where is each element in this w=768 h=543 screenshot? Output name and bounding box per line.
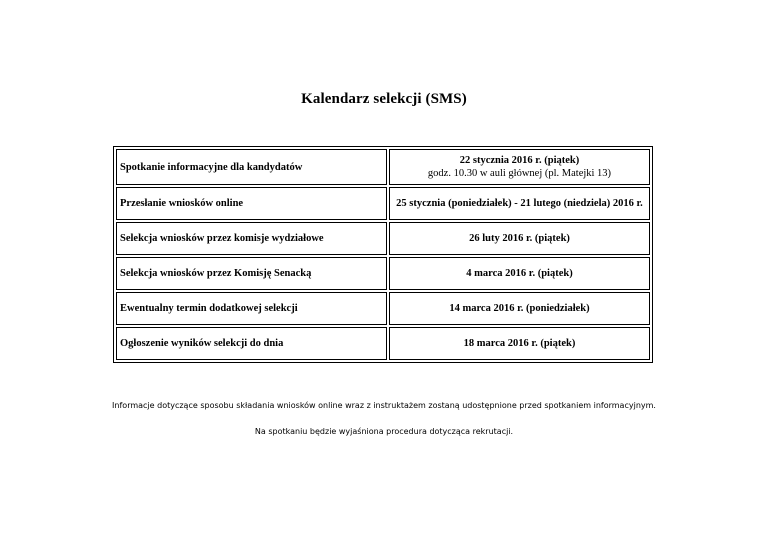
note-online-applications: Informacje dotyczące sposobu składania wniosków online wraz z instruktażem zostaną udostępnione przed spotkaniem informacyjnym. <box>112 401 656 410</box>
schedule-table <box>113 146 653 363</box>
row-label: Ewentualny termin dodatkowej selekcji <box>116 292 387 325</box>
row-value-detail: godz. 10.30 w auli głównej (pl. Matejki 13) <box>427 168 612 179</box>
page-title: Kalendarz selekcji (SMS) <box>301 91 467 107</box>
table-row <box>116 222 650 255</box>
table-row <box>116 149 650 185</box>
row-label: Spotkanie informacyjne dla kandydatów <box>116 149 387 185</box>
row-value: 14 marca 2016 r. (poniedziałek) <box>389 292 650 325</box>
note-meeting-procedure: Na spotkaniu będzie wyjaśniona procedura dotycząca rekrutacji. <box>254 427 514 436</box>
table-row <box>116 187 650 220</box>
table-row <box>116 327 650 360</box>
row-label: Selekcja wniosków przez Komisję Senacką <box>116 257 387 290</box>
row-label: Przesłanie wniosków online <box>116 187 387 220</box>
row-value: 25 stycznia (poniedziałek) - 21 lutego (niedziela) 2016 r. <box>389 187 650 220</box>
row-value <box>389 149 650 185</box>
row-value: 4 marca 2016 r. (piątek) <box>389 257 650 290</box>
table-row <box>116 257 650 290</box>
row-value: 26 luty 2016 r. (piątek) <box>389 222 650 255</box>
row-value: 18 marca 2016 r. (piątek) <box>389 327 650 360</box>
row-label: Selekcja wniosków przez komisje wydziałowe <box>116 222 387 255</box>
row-label: Ogłoszenie wyników selekcji do dnia <box>116 327 387 360</box>
table-row <box>116 292 650 325</box>
row-value-date: 22 stycznia 2016 r. (piątek) <box>459 155 580 166</box>
